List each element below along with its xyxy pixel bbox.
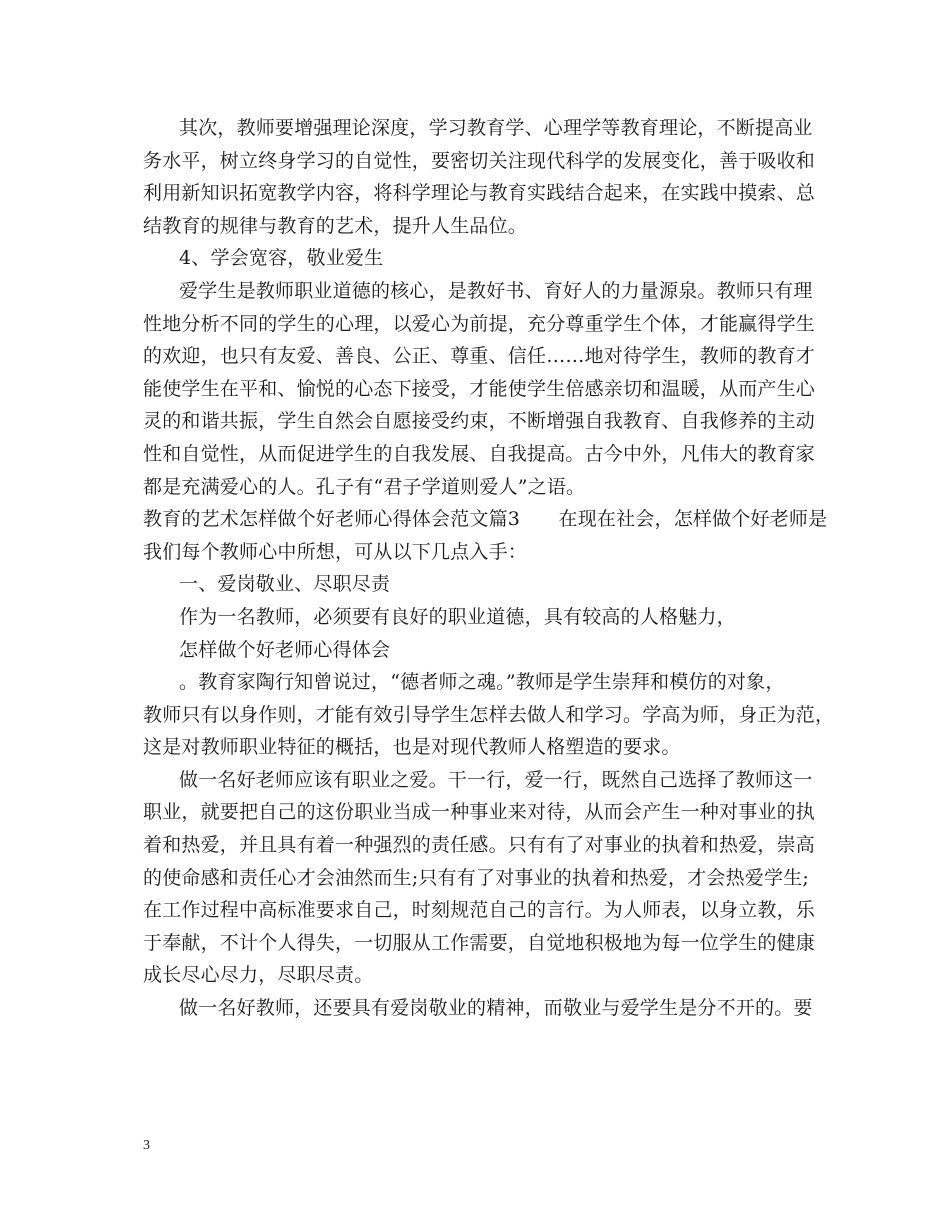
text-line: 性和自觉性，从而促进学生的自我发展、自我提高。古今中外，凡伟大的教育家 [143,442,816,465]
text-line: 的欢迎，也只有友爱、善良、公正、尊重、信任……地对待学生，教师的教育才 [143,345,816,368]
text-line: 我们每个教师心中所想，可从以下几点入手： [143,540,528,563]
text-line: 作为一名教师，必须要有良好的职业道德，具有较高的人格魅力， [179,605,736,628]
text-line: 都是充满爱心的人。孔子有“君子学道则爱人”之语。 [143,475,586,498]
text-line: 灵的和谐共振，学生自然会自愿接受约束，不断增强自我教育、自我修养的主动 [143,410,816,433]
text-line: 做一名好老师应该有职业之爱。干一行，爱一行，既然自己选择了教师这一 [179,768,813,791]
inline-subtitle: 怎样做个好老师心得体会 [179,638,391,661]
text-line: 教师只有以身作则，才能有效引导学生怎样去做人和学习。学高为师，身正为范， [143,703,835,726]
text-line: 的使命感和责任心才会油然而生;只有有了对事业的执着和热爱，才会热爱学生; [143,866,810,889]
text-line: 性地分析不同的学生的心理，以爱心为前提，充分尊重学生个体，才能赢得学生 [143,312,816,335]
text-line: 爱学生是教师职业道德的核心，是教好书、育好人的力量源泉。教师只有理 [179,279,813,302]
text-line: 其次，教师要增强理论深度，学习教育学、心理学等教育理论，不断提高业 [179,117,813,139]
text-line: 在工作过程中高标准要求自己，时刻规范自己的言行。为人师表，以身立教，乐 [143,899,816,922]
text-line: 做一名好教师，还要具有爱岗敬业的精神，而敬业与爱学生是分不开的。要 [179,997,813,1020]
text-line: 这是对教师职业特征的概括，也是对现代教师人格塑造的要求。 [143,736,681,759]
section-heading: 一、爱岗敬业、尽职尽责 [179,573,391,596]
article-title-line: 教育的艺术怎样做个好老师心得体会范文篇3 在现在社会，怎样做个好老师是 [143,508,828,531]
page-number: 3 [143,1138,150,1153]
text-line: 结教育的规律与教育的艺术，提升人生品位。 [143,214,528,237]
text-line: 。教育家陶行知曾说过，“德者师之魂。”教师是学生崇拜和模仿的对象， [179,671,785,694]
text-line: 职业，就要把自己的这份职业当成一种事业来对待，从而会产生一种对事业的执 [143,801,816,824]
section-heading: 4、学会宽容，敬业爱生 [179,247,384,270]
text-line: 利用新知识拓宽教学内容，将科学理论与教育实践结合起来，在实践中摸索、总 [143,182,816,205]
document-body [143,112,835,1025]
text-line: 成长尽心尽力，尽职尽责。 [143,964,374,987]
text-line: 于奉献，不计个人得失，一切服从工作需要，自觉地积极地为每一位学生的健康 [143,931,816,954]
text-line: 能使学生在平和、愉悦的心态下接受，才能使学生倍感亲切和温暖，从而产生心 [143,377,816,400]
text-line: 务水平，树立终身学习的自觉性，要密切关注现代科学的发展变化，善于吸收和 [143,149,816,172]
text-line: 着和热爱，并且具有着一种强烈的责任感。只有有了对事业的执着和热爱，崇高 [143,834,816,857]
